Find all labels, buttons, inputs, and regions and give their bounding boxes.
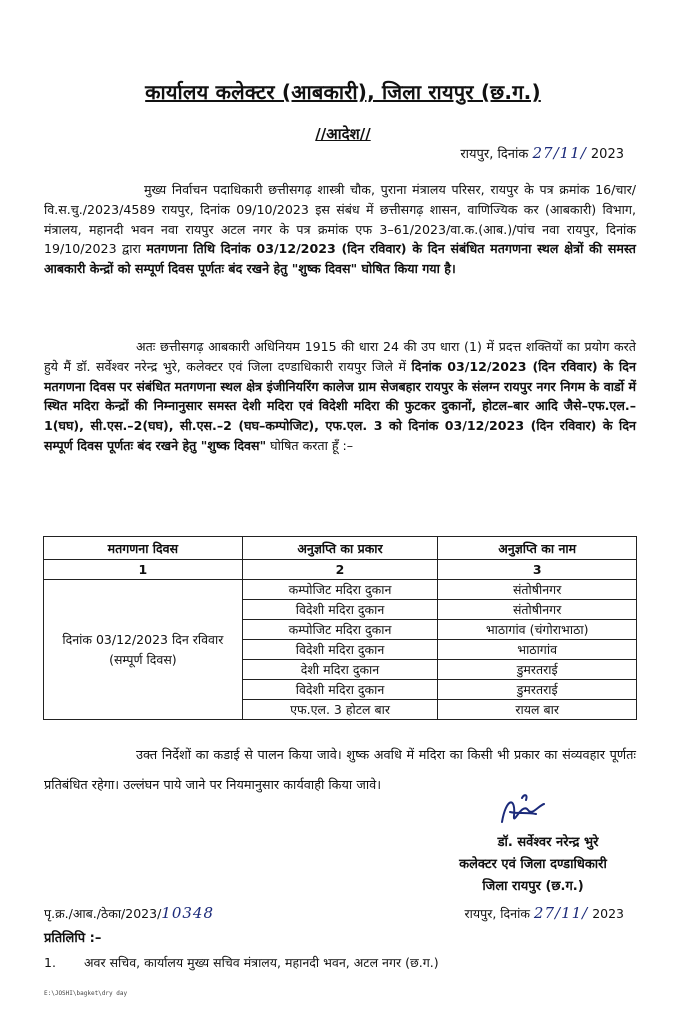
reference-prefix: पृ.क्र./आब./ठेका/2023/ xyxy=(44,906,162,921)
col-number: 2 xyxy=(242,560,438,580)
paragraph-reference xyxy=(44,180,636,279)
license-type-cell: विदेशी मदिरा दुकान xyxy=(242,600,438,620)
handwritten-date: 27/11/ xyxy=(532,144,587,162)
copy-item-text: अवर सचिव, कार्यालय मुख्य सचिव मंत्रालय, महानदी भवन, अटल नगर (छ.ग.) xyxy=(84,955,439,970)
license-type-cell: विदेशी मदिरा दुकान xyxy=(242,680,438,700)
order-date xyxy=(460,144,624,162)
header-license-type: अनुज्ञप्ति का प्रकार xyxy=(242,537,438,560)
license-name-cell: भाठागांव (चंगोराभाठा) xyxy=(438,620,637,640)
license-name-cell: संतोषीनगर xyxy=(438,600,637,620)
reference-date-prefix: रायपुर, दिनांक xyxy=(464,906,530,921)
copy-item-number: 1. xyxy=(44,955,56,970)
license-type-cell: देशी मदिरा दुकान xyxy=(242,660,438,680)
paragraph-order xyxy=(44,337,636,456)
signature-scribble-icon xyxy=(492,792,552,832)
paragraph-2-text: अतः छत्तीसगढ़ आबकारी अधिनियम 1915 की धारा 24 की उप धारा (1) में प्रदत्त शक्तियों का प्रयोग करते हुये मैं डॉ. सर्वेश्वर नरेन्द्र भुरे, कलेक्टर एवं जिला दण्डाधिकारी रायपुर जिले में xyxy=(44,339,636,374)
handwritten-reference-date: 27/11/ xyxy=(533,904,589,922)
license-name-cell: भाठागांव xyxy=(438,640,637,660)
reference-date-year: 2023 xyxy=(592,906,624,921)
col-number: 3 xyxy=(438,560,637,580)
signature-block xyxy=(418,832,648,898)
license-name-cell: डुमरतराई xyxy=(438,660,637,680)
file-path-note: E:\JOSHI\bagket\dry day xyxy=(44,990,128,997)
header-license-name: अनुज्ञप्ति का नाम xyxy=(438,537,637,560)
license-type-cell: कम्पोजिट मदिरा दुकान xyxy=(242,580,438,600)
reference-date xyxy=(465,904,624,922)
paragraph-1-bold: मतगणना तिथि दिनांक 03/12/2023 (दिन रविवार) के दिन संबंधित मतगणना स्थल क्षेत्रों की समस्त आबकारी केन्द्रों को सम्पूर्ण दिवस पूर्णतः बंद रखने हेतु "शुष्क दिवस" घोषित किया गया है। xyxy=(44,241,636,277)
license-type-cell: कम्पोजिट मदिरा दुकान xyxy=(242,620,438,640)
license-type-cell: विदेशी मदिरा दुकान xyxy=(242,640,438,660)
handwritten-reference-number: 10348 xyxy=(161,904,215,922)
copy-to-label: प्रतिलिपि :– xyxy=(44,931,102,946)
order-heading: //आदेश// xyxy=(315,125,371,143)
paragraph-2-bold: दिनांक 03/12/2023 (दिन रविवार) के दिन मतगणना दिवस पर संबंधित मतगणना स्थल क्षेत्र इंजीनियरिंग कालेज ग्राम सेजबहार रायपुर के संलग्न रायपुर नगर निगम के वार्डो में स्थित मदिरा केन्द्रों की निम्नानुसार समस्त देशी मदिरा एवं विदेशी मदिरा की फुटकर दुकानों, होटल–बार आदि जैसे–एफ.एल.–1(घघ), सी.एस.–2(घघ), सी.एस.–2 (घघ–कम्पोजिट), एफ.एल. 3 को दिनांक 03/12/2023 (दिन रविवार) के दिन सम्पूर्ण दिवस पूर्णतः बंद रखने हेतु "शुष्क दिवस" xyxy=(44,358,636,453)
signatory-designation: कलेक्टर एवं जिला दण्डाधिकारी xyxy=(459,857,607,872)
date-year: 2023 xyxy=(590,147,624,162)
office-title: कार्यालय कलेक्टर (आबकारी), जिला रायपुर (छ.ग.) xyxy=(145,80,541,104)
signatory-district: जिला रायपुर (छ.ग.) xyxy=(482,879,584,894)
paragraph-2-tail: घोषित करता हूँ :– xyxy=(270,437,354,453)
table-row xyxy=(44,580,637,600)
paragraph-3-text: उक्त निर्देशों का कडाई से पालन किया जावे। शुष्क अवधि में मदिरा का किसी भी प्रकार का संव्यवहार पूर्णतः प्रतिबंधित रहेगा। उल्लंघन पाये जाने पर नियमानुसार कार्यवाही किया जावे। xyxy=(44,748,636,793)
license-name-cell: रायल बार xyxy=(438,700,637,720)
copy-item xyxy=(44,954,439,971)
reference-number xyxy=(44,904,214,922)
license-name-cell: संतोषीनगर xyxy=(438,580,637,600)
col-number: 1 xyxy=(44,560,243,580)
signatory-name: डॉ. सर्वेश्वर नरेन्द्र भुरे xyxy=(497,835,599,850)
license-name-cell: डुमरतराई xyxy=(438,680,637,700)
counting-date-cell: दिनांक 03/12/2023 दिन रविवार (सम्पूर्ण दिवस) xyxy=(44,580,243,720)
dry-day-table xyxy=(43,536,637,720)
table-header-row xyxy=(44,537,637,560)
license-type-cell: एफ.एल. 3 होटल बार xyxy=(242,700,438,720)
table-number-row xyxy=(44,560,637,580)
date-prefix: रायपुर, दिनांक xyxy=(460,147,529,162)
header-counting-day: मतगणना दिवस xyxy=(44,537,243,560)
paragraph-1-text: मुख्य निर्वाचन पदाधिकारी छत्तीसगढ़ शास्त्री चौक, पुराना मंत्रालय परिसर, रायपुर के पत्र क्रमांक 16/चार/वि.स.चु./2023/4589 रायपुर, दिनांक 09/10/2023 इस संबंध में छत्तीसगढ़ शासन, वाणिज्यिक कर (आबकारी) विभाग, मंत्रालय, महानदी भवन नवा रायपुर अटल नगर के पत्र क्रमांक एफ 3–61/2023/वा.क.(आब.)/पांच नवा रायपुर, दिनांक 19/10/2023 द्वारा xyxy=(44,182,636,257)
